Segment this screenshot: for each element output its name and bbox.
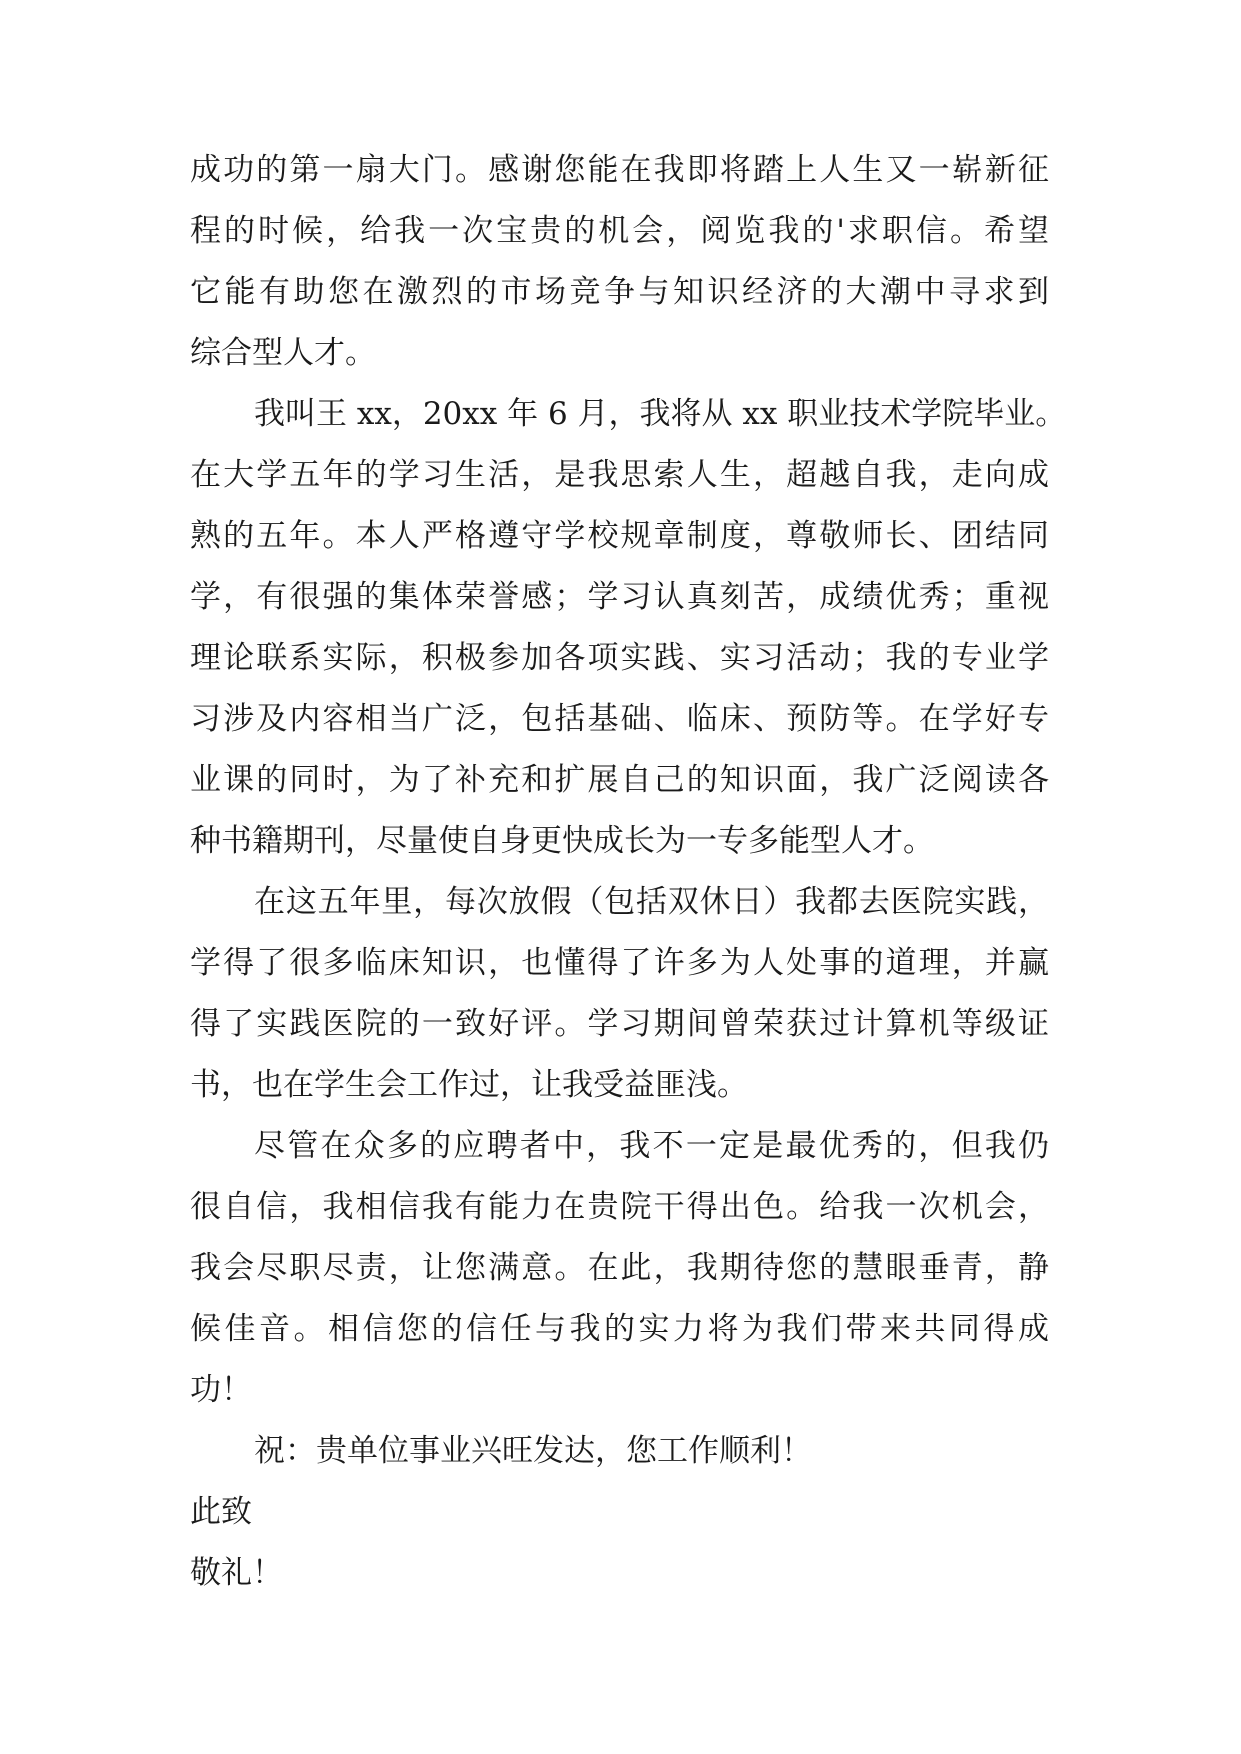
- closing-cizhi: 此致: [190, 1494, 252, 1530]
- paragraph-4-line-3: 我会尽职尽责，让您满意。在此，我期待您的慧眼垂青，静: [190, 1250, 1049, 1286]
- paragraph-3-line-3: 得了实践医院的一致好评。学习期间曾荣获过计算机等级证: [190, 1006, 1049, 1042]
- paragraph-2-line-7: 业课的同时，为了补充和扩展自己的知识面，我广泛阅读各: [190, 762, 1049, 798]
- paragraph-3-line-1: 在这五年里，每次放假（包括双休日）我都去医院实践，: [254, 884, 1049, 920]
- paragraph-2-line-3: 熟的五年。本人严格遵守学校规章制度，尊敬师长、团结同: [190, 518, 1049, 554]
- paragraph-2-line-2: 在大学五年的学习生活，是我思索人生，超越自我，走向成: [190, 457, 1049, 493]
- paragraph-3-line-4: 书，也在学生会工作过，让我受益匪浅。: [190, 1067, 748, 1103]
- paragraph-1-line-3: 它能有助您在激烈的市场竞争与知识经济的大潮中寻求到: [190, 274, 1049, 310]
- paragraph-2-line-6: 习涉及内容相当广泛，包括基础、临床、预防等。在学好专: [190, 701, 1049, 737]
- paragraph-2-line-4: 学，有很强的集体荣誉感；学习认真刻苦，成绩优秀；重视: [190, 579, 1049, 615]
- paragraph-1-line-4: 综合型人才。: [190, 335, 376, 371]
- wish-line: 祝：贵单位事业兴旺发达，您工作顺利！: [254, 1433, 812, 1469]
- paragraph-1-line-2: 程的时候，给我一次宝贵的机会，阅览我的'求职信。希望: [190, 213, 1049, 249]
- paragraph-2-line-1: 我叫王 xx，20xx 年 6 月，我将从 xx 职业技术学院毕业。: [254, 396, 1067, 432]
- paragraph-1-line-1: 成功的第一扇大门。感谢您能在我即将踏上人生又一崭新征: [190, 152, 1049, 188]
- closing-jingli: 敬礼！: [190, 1555, 283, 1591]
- paragraph-4-line-2: 很自信，我相信我有能力在贵院干得出色。给我一次机会，: [190, 1189, 1049, 1225]
- paragraph-2-line-5: 理论联系实际，积极参加各项实践、实习活动；我的专业学: [190, 640, 1049, 676]
- paragraph-4-line-4: 候佳音。相信您的信任与我的实力将为我们带来共同得成: [190, 1311, 1049, 1347]
- paragraph-3-line-2: 学得了很多临床知识，也懂得了许多为人处事的道理，并赢: [190, 945, 1049, 981]
- paragraph-4-line-1: 尽管在众多的应聘者中，我不一定是最优秀的，但我仍: [254, 1128, 1049, 1164]
- paragraph-4-line-5: 功！: [190, 1372, 252, 1408]
- paragraph-2-line-8: 种书籍期刊，尽量使自身更快成长为一专多能型人才。: [190, 823, 934, 859]
